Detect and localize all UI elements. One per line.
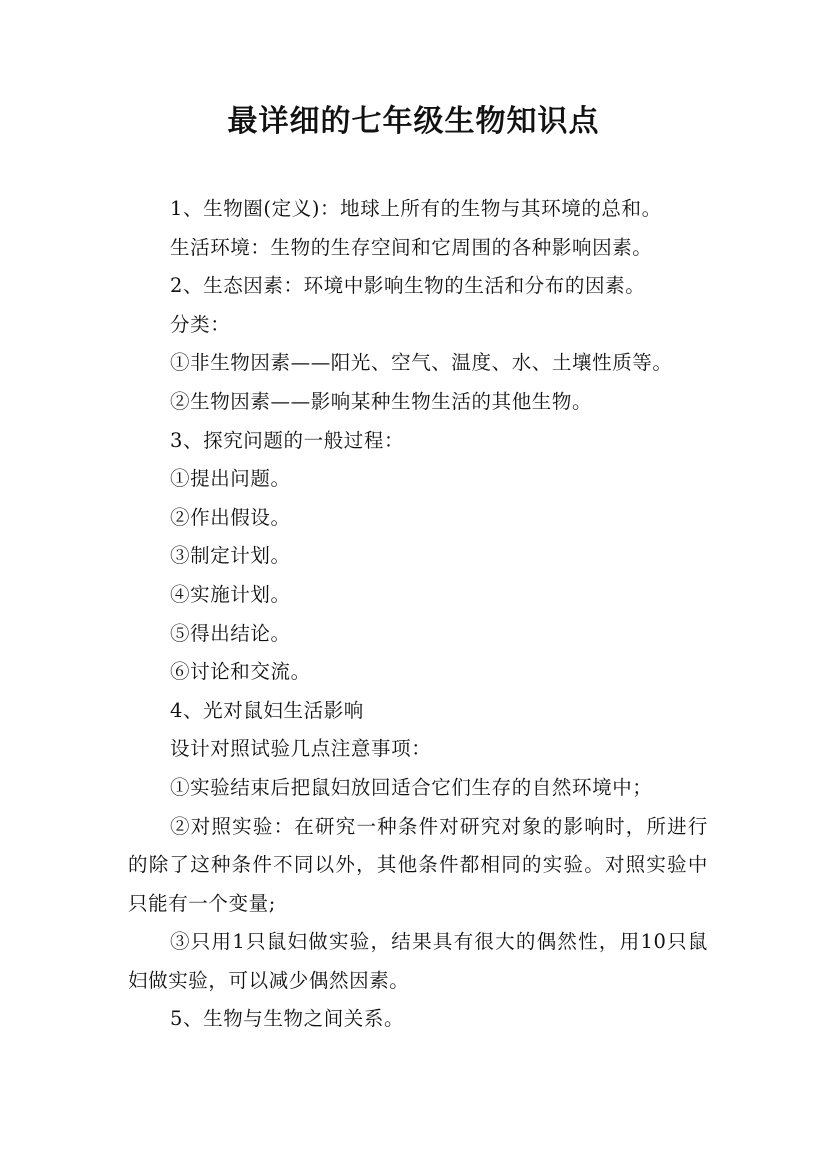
text-line-11: ④实施计划。 [170,582,291,606]
text-line-9: ②作出假设。 [170,505,291,529]
paragraph-sample-size: ③只用1只鼠妇做实验，结果具有很大的偶然性，用10只鼠妇做实验，可以减少偶然因素。 [128,930,708,992]
text-line-14: 4、光对鼠妇生活影响 [170,698,364,722]
text-line-12: ⑤得出结论。 [170,621,291,645]
paragraph-control-experiment: ②对照实验：在研究一种条件对研究对象的影响时，所进行的除了这种条件不同以外，其他条件都相同的实验。对照实验中只能有一个变量; [128,814,708,915]
text-line-6: ②生物因素——影响某种生物生活的其他生物。 [170,389,593,413]
text-line-15: 设计对照试验几点注意事项： [170,737,432,761]
text-line-16: ①实验结束后把鼠妇放回适合它们生存的自然环境中； [170,775,653,799]
text-line-2: 生活环境：生物的生存空间和它周围的各种影响因素。 [170,235,653,259]
text-line-4: 分类： [170,312,231,336]
text-line-8: ①提出问题。 [170,467,291,491]
document-body [128,190,708,1039]
text-line-7: 3、探究问题的一般过程： [170,428,405,452]
text-line-1: 1、生物圈(定义)：地球上所有的生物与其环境的总和。 [170,197,662,220]
paragraph-relations-heading: 5、生物与生物之间关系。 [170,1007,405,1031]
text-line-10: ③制定计划。 [170,544,291,568]
text-line-3: 2、生态因素：环境中影响生物的生活和分布的因素。 [170,274,646,298]
text-line-13: ⑥讨论和交流。 [170,660,311,684]
document-title: 最详细的七年级生物知识点 [227,104,600,139]
text-line-5: ①非生物因素——阳光、空气、温度、水、土壤性质等。 [170,351,673,375]
